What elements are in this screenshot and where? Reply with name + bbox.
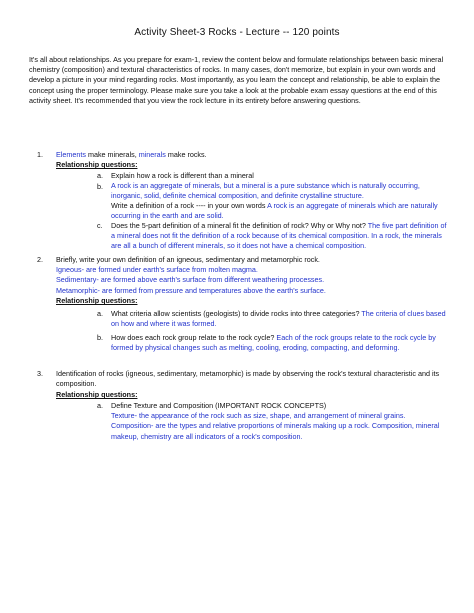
question-number: 1. [37,150,43,159]
relationship-label: Relationship questions: [56,296,138,305]
sub-letter: a. [97,309,103,318]
sub-question [111,201,448,221]
question-text-part: make minerals, [85,150,139,159]
question-number: 2. [37,255,43,264]
minerals-term: minerals [138,150,166,159]
question-number: 3. [37,369,43,378]
answer-metamorphic: Metamorphic- are formed from pressure and temperatures above the earth's surface. [56,286,326,295]
answer-text: The criteria of clues based on how and where it was formed. [111,309,446,329]
sub-question [111,401,448,442]
sub-question-text: What criteria allow scientists (geologists) to divide rocks into three categories? [111,309,362,318]
answer-text: The five part definition of a mineral does not fit the definition of a rock because of its chemical composition. In a rock, the minerals are all a bunch of different minerals, so it does not have a chemical composition. [111,221,447,251]
sub-question-text: Define Texture and Composition (IMPORTANT ROCK CONCEPTS) [111,401,327,410]
sub-letter: a. [97,401,103,410]
question-text: Identification of rocks (igneous, sedimentary, metamorphic) is made by observing the rock's textural characteristic and its composition. [56,369,440,389]
relationship-label: Relationship questions: [56,390,138,399]
relationship-label: Relationship questions: [56,160,138,169]
sub-question-text: Does the 5-part definition of a mineral fit the definition of rock? Why or Why not? [111,221,368,230]
sub-question [111,309,448,329]
sub-letter: b. [97,182,103,191]
sub-letter: b. [97,333,103,342]
answer-sedimentary: Sedimentary- are formed above earth's surface from different weathering processes. [56,275,325,284]
sub-letter: a. [97,171,103,180]
question-text: Briefly, write your own definition of an igneous, sedimentary and metamorphic rock. [56,255,320,264]
question-text-part: make rocks. [165,150,207,159]
answer-text: Each of the rock groups relate to the rock cycle by formed by physical changes such as melting, cooling, eroding, compacting, and deforming. [111,333,436,353]
answer-igneous: Igneous- are formed under earth's surface from molten magma. [56,265,258,274]
sub-question-text: Explain how a rock is different than a mineral [111,171,254,180]
answer-text: A rock is an aggregate of minerals which are naturally occurring in the earth and are solid. [111,201,438,221]
intro-paragraph: It's all about relationships. As you prepare for exam-1, review the content below and formulate relationships between basic mineral chemistry (composition) and textural characteristics of rocks. In many cases, don't memorize, but explain in your own words and develop a picture in your mind regarding rocks. Most importantly, as you learn the concept and relationship, be able to explain the concept using the proper terminology. Please make sure you take a look at the probable exam essay questions at the end of this activity sheet. It's recommended that you view the rock lecture in its entirety before answering questions. [29,55,444,105]
sub-question [111,333,448,353]
question-text [56,150,448,160]
answer-text: A rock is an aggregate of minerals, but a mineral is a pure substance which is naturally occurring, inorganic, solid, definite chemical composition, and definite crystalline structure. [111,181,420,201]
elements-term: Elements [56,150,86,159]
sub-question [111,221,448,252]
sub-question [111,171,448,202]
answer-composition: Composition- are the types and relative proportions of minerals making up a rock. Composition, mineral makeup, chemistry are all indicators of a rock's composition. [111,421,440,441]
sub-question-text: Write a definition of a rock ---- in your own words [111,201,268,210]
sub-letter: c. [97,221,103,230]
sub-question-text: How does each rock group relate to the rock cycle? [111,333,277,342]
page-title: Activity Sheet-3 Rocks - Lecture -- 120 points [134,27,340,38]
answer-texture: Texture- the appearance of the rock such as size, shape, and arrangement of mineral grains. [111,411,406,421]
